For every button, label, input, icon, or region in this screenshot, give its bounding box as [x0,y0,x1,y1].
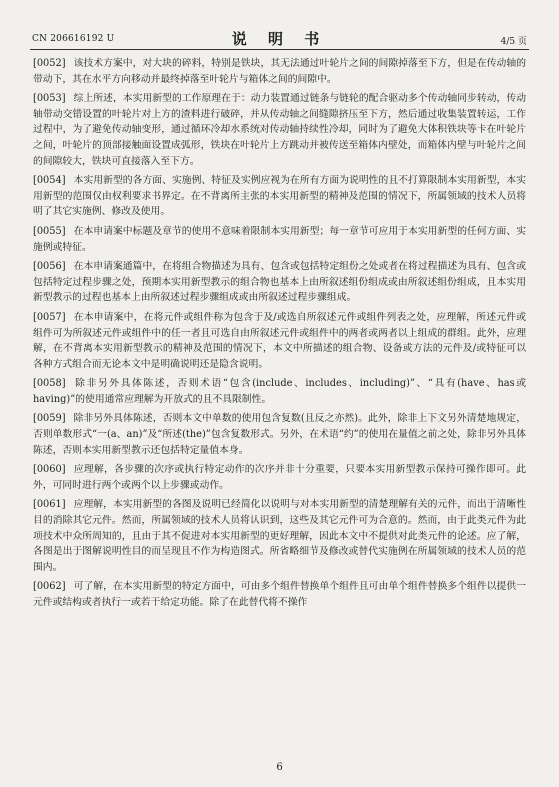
document-title: 说 明 书 [231,30,328,48]
paragraph-text: 本实用新型的各方面、实施例、特征及实例应视为在所有方面为说明性的且不打算限制本实用新型，本实用新型的范围仅由权利要求书界定。在不背离所主张的本实用新型的精神及范围的情况下，所属领域的技术人员将明了其它实施例、修改及使用。 [33,175,526,218]
paragraph-text: 在本申请案中标题及章节的使用不意味着限制本实用新型；每一章节可应用于本实用新型的任何方面、实施例或特征。 [33,225,526,253]
paragraph-0055 [33,224,526,255]
paragraph-0060 [33,462,526,493]
paragraph-number: [0061] [33,499,66,511]
paragraph-number: [0057] [33,311,66,323]
paragraph-text: 在本申请案通篇中，在将组合物描述为具有、包含或包括特定组份之处或者在将过程描述为具有、包含或包括特定过程步骤之处，预期本实用新型教示的组合物也基本上由所叙述组份组成或由所叙述组份组成，且本实用新型教示的过程也基本上由所叙述过程步骤组成或由所叙述过程步骤组成。 [33,261,526,304]
paragraph-0054 [33,173,526,220]
paragraph-0058 [33,376,526,407]
paragraph-0056 [33,259,526,306]
paragraph-text: 综上所述，本实用新型的工作原理在于：动力装置通过链条与链轮的配合驱动多个传动轴同步转动，传动轴带动交错设置的叶轮片对上方的渣料进行破碎，并从传动轴之间缝隙挤压至下方，然后通过收集装置转运，工作过程中，为了避免传动轴变形，通过循环冷却水系统对传动轴持续性冷却，同时为了避免大体积铁块等卡在叶轮片之间，叶轮片的顶部接触面设置成弧形，铁块在叶轮片上方跳动并被传送至箱体内壁处，而箱体内壁与叶轮片之间的间隙较大，铁块可直接落入至下方。 [33,93,526,167]
paragraph-0052 [33,56,526,87]
paragraph-number: [0058] [33,378,66,390]
paragraph-0059 [33,411,526,458]
paragraph-0053 [33,91,526,169]
paragraph-text: 在本申请案中，在将元件或组件称为包含于及/或选自所叙述元件或组件列表之处，应理解，所述元件或组件可为所叙述元件或组件中的任一者且可选自由所叙述元件或组件中的两者或两者以上组成的群组。此外，应理解，在不背离本实用新型教示的精神及范围的情况下，本文中所描述的组合物、设备或方法的元件及/或特征可以各种方式组合而无论本文中是明确说明还是隐含说明。 [33,311,526,370]
paragraph-text: 除非另外具体陈述，否则术语“包含(include、includes、including)”、“具有(have、has或having)”的使用通常应理解为开放式的且不具限制性。 [33,378,526,405]
paragraph-text: 应理解，本实用新型的各图及说明已经简化以说明与对本实用新型的清楚理解有关的元件，而出于清晰性目的消除其它元件。然而，所属领域的技术人员将认识到，这些及其它元件可为合意的。然而，由于此类元件为此项技术中众所周知的，且由于其不促进对本实用新型的更好理解，因此本文中不提供对此类元件的论述。应了解，各图是出于图解说明性目的而呈现且不作为构造图式。所省略细节及修改或替代实施例在所属领域的技术人员的范围内。 [33,499,526,573]
paragraph-0061 [33,497,526,575]
paragraph-0062 [33,579,526,610]
paragraph-text: 除非另外具体陈述，否则本文中单数的使用包含复数(且反之亦然)。此外，除非上下文另外清楚地规定，否则单数形式“一(a、an)”及“所述(the)”包含复数形式。另外，在术语“约”的使用在量值之前之处，除非另外具体陈述，否则本实用新型教示还包括特定量值本身。 [33,413,526,456]
paragraph-number: [0055] [33,225,66,237]
paragraph-number: [0053] [33,93,66,105]
paragraph-number: [0054] [33,175,66,187]
paragraph-text: 可了解，在本实用新型的特定方面中，可由多个组件替换单个组件且可由单个组件替换多个组件以提供一元件或结构或者执行一或若干给定功能。除了在此替代将不操作 [33,581,526,608]
paragraph-number: [0060] [33,464,66,476]
header-rule [30,49,529,50]
paragraph-text: 该技术方案中，对大块的碎料，特别是铁块，其无法通过叶轮片之间的间隙掉落至下方，但是在传动轴的带动下，其在水平方向移动并最终掉落至叶轮片与箱体之间的间隙中。 [33,58,526,85]
page-indicator: 4/5 页 [500,37,527,47]
paragraph-number: [0059] [33,413,66,425]
page-header [30,26,529,48]
patent-number: CN 206616192 U [32,34,115,44]
paragraph-text: 应理解，各步骤的次序或执行特定动作的次序并非十分重要，只要本实用新型教示保持可操作即可。此外，可同时进行两个或两个以上步骤或动作。 [33,464,526,491]
document-body [33,56,526,615]
paragraph-number: [0056] [33,261,66,273]
page-number: 6 [276,762,283,773]
paragraph-0057 [33,310,526,372]
paragraph-number: [0062] [33,581,66,593]
paragraph-number: [0052] [33,58,66,69]
